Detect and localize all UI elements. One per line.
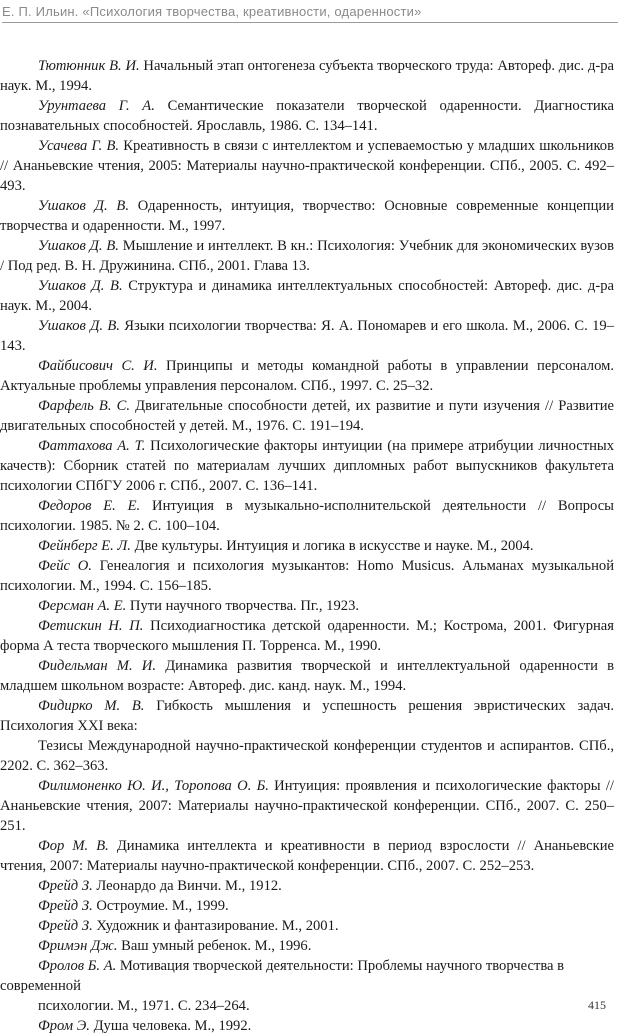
entry-author: Фром Э.	[38, 1018, 90, 1034]
entry-author: Федоров Е. Е.	[38, 498, 141, 514]
entry-author: Фейс О.	[38, 558, 92, 574]
bibliography-entry	[0, 56, 620, 96]
bibliography-entry	[0, 236, 620, 276]
entry-text: Начальный этап онтогенеза субъекта творческого труда: Автореф. дис. д-ра наук. М., 1994.	[0, 58, 614, 94]
entry-author: Фролов Б. А.	[38, 958, 117, 974]
bibliography-entry	[0, 596, 620, 616]
bibliography-entry-continuation	[0, 996, 620, 1016]
entry-text: Интуиция: проявления и психологические факторы // Ананьевские чтения, 2007: Материалы научно-практической конференции. СПб., 2007. С. 250–251.	[0, 778, 614, 834]
bibliography-entry	[0, 556, 620, 596]
running-header: Е. П. Ильин. «Психология творчества, креативности, одаренности»	[2, 4, 422, 19]
entry-text: Структура и динамика интеллектуальных способностей: Автореф. дис. д-ра наук. М., 2004.	[0, 278, 614, 314]
bibliography-list	[0, 56, 620, 1036]
entry-text: Душа человека. М., 1992.	[89, 1018, 252, 1034]
entry-author: Тютюнник В. И.	[38, 58, 140, 74]
entry-text: Креативность в связи с интеллектом и успеваемостью у младших школьников // Ананьевские чтения, 2005: Материалы научно-практической конференции. СПб., 2005. С. 492–493.	[0, 138, 614, 194]
entry-author: Фидельман М. И.	[38, 658, 156, 674]
entry-text: Семантические показатели творческой одаренности. Диагностика познавательных способностей. Ярославль, 1986. С. 134–141.	[0, 98, 614, 134]
entry-author: Фрейд З.	[38, 878, 93, 894]
bibliography-entry	[0, 896, 620, 916]
entry-text: Две культуры. Интуиция и логика в искусстве и науке. М., 2004.	[130, 538, 534, 554]
entry-author: Фор М. В.	[38, 838, 109, 854]
entry-author: Ушаков Д. В.	[38, 278, 123, 294]
entry-author: Фетискин Н. П.	[38, 618, 144, 634]
entry-author: Фарфель В. С.	[38, 398, 130, 414]
bibliography-entry	[0, 936, 620, 956]
bibliography-entry	[0, 496, 620, 536]
bibliography-entry	[0, 616, 620, 656]
bibliography-entry	[0, 1016, 620, 1036]
entry-text: Остроумие. М., 1999.	[92, 898, 229, 914]
entry-text: Тезисы Международной научно-практической конференции студентов и аспирантов. СПб., 2202. С. 362–363.	[0, 738, 614, 774]
entry-author: Ушаков Д. В.	[38, 318, 120, 334]
entry-text: Гибкость мышления и успешность решения эвристических задач. Психология XXI века:	[0, 698, 614, 734]
entry-author: Урунтаева Г. А.	[38, 98, 155, 114]
bibliography-entry	[0, 696, 620, 736]
entry-author: Фидирко М. В.	[38, 698, 145, 714]
bibliography-entry	[0, 876, 620, 896]
bibliography-entry	[0, 276, 620, 316]
entry-author: Файбисович С. И.	[38, 358, 158, 374]
entry-text: Языки психологии творчества: Я. А. Пономарев и его школа. М., 2006. С. 19–143.	[0, 318, 614, 354]
entry-text: Ваш умный ребенок. М., 1996.	[117, 938, 312, 954]
entry-author: Ушаков Д. В.	[38, 238, 119, 254]
entry-text: Пути научного творчества. Пг., 1923.	[126, 598, 360, 614]
entry-text: Динамика развития творческой и интеллектуальной одаренности в младшем школьном возрасте: Автореф. дис. канд. наук. М., 1994.	[0, 658, 614, 694]
bibliography-entry	[0, 96, 620, 136]
header-divider	[2, 22, 618, 23]
bibliography-entry	[0, 316, 620, 356]
bibliography-entry	[0, 656, 620, 696]
bibliography-entry	[0, 136, 620, 196]
entry-text: Мышление и интеллект. В кн.: Психология: Учебник для экономических вузов / Под ред. В. Н. Дружинина. СПб., 2001. Глава 13.	[0, 238, 614, 274]
entry-text: Генеалогия и психология музыкантов: Homo Musicus. Альманах музыкальной психологии. М., 1994. С. 156–185.	[0, 558, 615, 594]
entry-author: Филимоненко Ю. И., Торопова О. Б.	[38, 778, 269, 794]
entry-text: психологии. М., 1971. С. 234–264.	[38, 998, 250, 1014]
bibliography-entry	[0, 396, 620, 436]
entry-text: Динамика интеллекта и креативности в период взрослости // Ананьевские чтения, 2007: Материалы научно-практической конференции. СПб., 2007. С. 252–253.	[0, 838, 615, 874]
bibliography-entry	[0, 776, 620, 836]
bibliography-entry	[0, 956, 620, 996]
bibliography-entry-continuation	[0, 736, 620, 776]
entry-text: Одаренность, интуиция, творчество: Основные современные концепции творчества и одаренности. М., 1997.	[0, 198, 614, 234]
entry-author: Фрейд З.	[38, 918, 93, 934]
entry-text: Художник и фантазирование. М., 2001.	[92, 918, 339, 934]
entry-author: Фримэн Дж.	[38, 938, 118, 954]
entry-author: Усачева Г. В.	[38, 138, 120, 154]
entry-text: Психологические факторы интуиции (на примере атрибуции личностных качеств): Сборник статей по материалам лучших дипломных работ выпускников факультета психологии СПбГУ 2006 г. СПб., 2007. С. 136–141.	[0, 438, 614, 494]
entry-text: Принципы и методы командной работы в управлении персоналом. Актуальные проблемы управления персоналом. СПб., 1997. С. 25–32.	[0, 358, 614, 394]
bibliography-entry	[0, 536, 620, 556]
entry-author: Фаттахова А. Т.	[38, 438, 146, 454]
entry-author: Фрейд З.	[38, 898, 93, 914]
entry-text: Мотивация творческой деятельности: Проблемы научного творчества в современной	[0, 958, 565, 994]
page-number: 415	[588, 998, 606, 1012]
entry-text: Леонардо да Винчи. М., 1912.	[92, 878, 282, 894]
bibliography-entry	[0, 916, 620, 936]
entry-text: Интуиция в музыкально-исполнительской деятельности // Вопросы психологии. 1985. № 2. С. 100–104.	[0, 498, 614, 534]
entry-text: Психодиагностика детской одаренности. М.; Кострома, 2001. Фигурная форма А теста творческого мышления П. Торренса. М., 1990.	[0, 618, 614, 654]
entry-author: Ферсман А. Е.	[38, 598, 127, 614]
entry-author: Ушаков Д. В.	[38, 198, 129, 214]
bibliography-entry	[0, 356, 620, 396]
bibliography-entry	[0, 836, 620, 876]
bibliography-entry	[0, 196, 620, 236]
bibliography-entry	[0, 436, 620, 496]
entry-author: Фейнберг Е. Л.	[38, 538, 131, 554]
entry-text: Двигательные способности детей, их развитие и пути изучения // Развитие двигательных способностей у детей. М., 1976. С. 191–194.	[0, 398, 614, 434]
